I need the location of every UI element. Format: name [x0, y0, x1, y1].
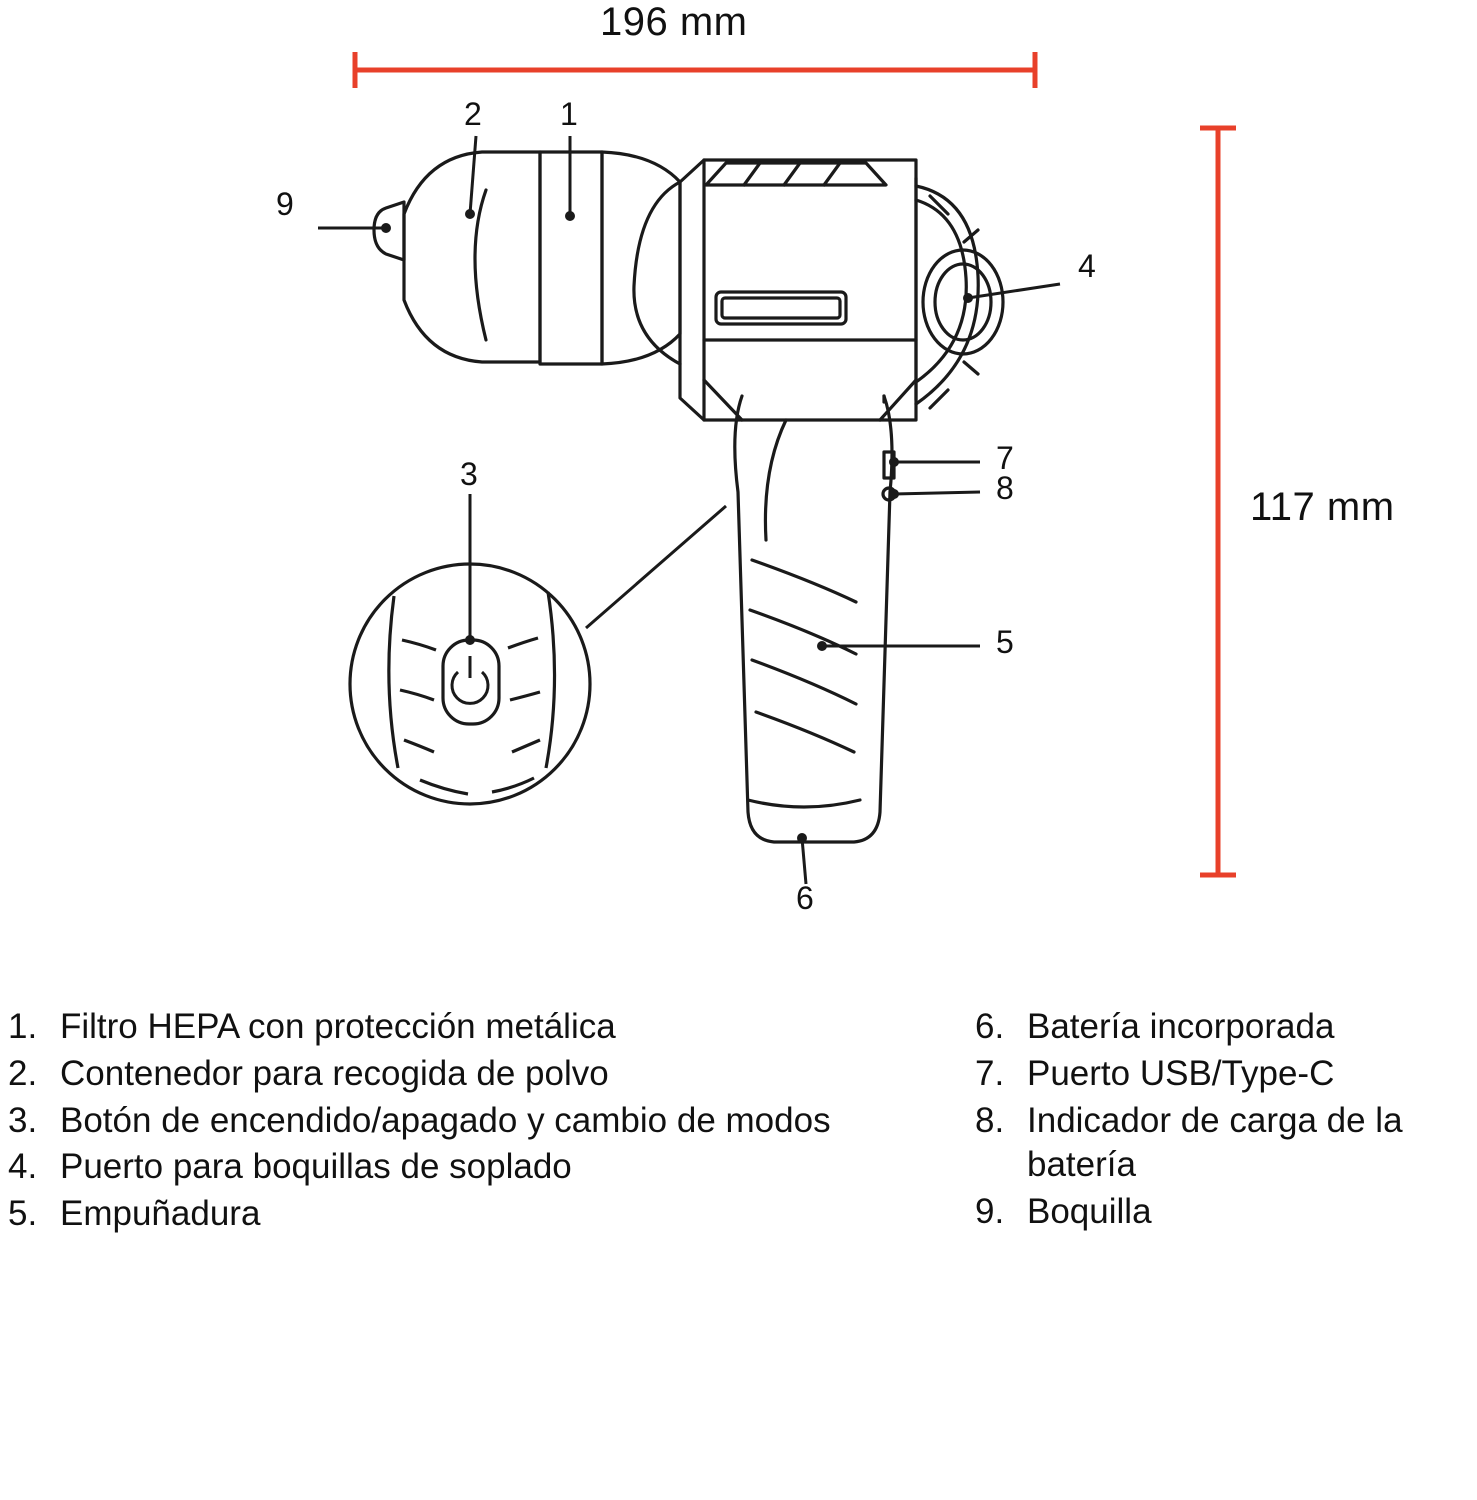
legend-item-2	[8, 1052, 838, 1097]
legend-item-5	[8, 1192, 838, 1237]
legend-item-7	[975, 1052, 1475, 1097]
callout-number-8: 8	[996, 470, 1014, 506]
legend-item-6-number: 6.	[975, 1007, 1005, 1046]
legend-left-column	[8, 1005, 838, 1239]
legend-item-3	[8, 1099, 838, 1144]
callout-number-9: 9	[276, 186, 294, 222]
legend-item-1	[8, 1005, 838, 1050]
detail-circle-power-button	[350, 506, 726, 804]
legend-item-8	[975, 1099, 1475, 1189]
legend-item-2-text: Contenedor para recogida de polvo	[60, 1053, 609, 1093]
legend-item-9-text: Boquilla	[1027, 1192, 1152, 1232]
legend-item-3-text: Botón de encendido/apagado y cambio de modos	[60, 1100, 831, 1140]
callout-number-3: 3	[460, 456, 478, 492]
legend-item-4	[8, 1145, 838, 1190]
legend-item-9-number: 9.	[975, 1192, 1005, 1232]
legend-item-4-text: Puerto para boquillas de soplado	[60, 1147, 572, 1187]
callout-number-4: 4	[1078, 248, 1096, 284]
dimension-height	[1200, 128, 1236, 875]
legend-item-9	[975, 1190, 1475, 1235]
legend-item-1-number: 1.	[8, 1007, 38, 1046]
legend-right-column	[975, 1005, 1475, 1237]
legend-item-4-number: 4.	[8, 1147, 38, 1187]
dimension-width	[355, 52, 1035, 88]
callout-number-5: 5	[996, 624, 1014, 660]
callout-leaders	[318, 136, 1060, 884]
callout-number-1: 1	[560, 96, 578, 132]
legend-item-8-text: Indicador de carga de la batería	[1027, 1100, 1403, 1185]
callout-number-6: 6	[796, 880, 814, 916]
callout-number-7: 7	[996, 440, 1014, 476]
legend-item-7-text: Puerto USB/Type-C	[1027, 1053, 1335, 1093]
legend-item-7-number: 7.	[975, 1053, 1005, 1093]
legend-item-6	[975, 1005, 1475, 1050]
callout-number-2: 2	[464, 96, 482, 132]
legend-item-2-number: 2.	[8, 1053, 38, 1093]
legend-item-8-number: 8.	[975, 1100, 1005, 1140]
legend-item-5-number: 5.	[8, 1194, 38, 1234]
legend-item-6-text: Batería incorporada	[1027, 1007, 1335, 1046]
device-outline	[374, 152, 1003, 842]
dimension-width-label: 196 mm	[600, 0, 748, 44]
legend-item-5-text: Empuñadura	[60, 1194, 261, 1234]
legend-item-3-number: 3.	[8, 1100, 38, 1140]
dimension-height-label: 117 mm	[1250, 485, 1395, 529]
legend-item-1-text: Filtro HEPA con protección metálica	[60, 1007, 616, 1046]
